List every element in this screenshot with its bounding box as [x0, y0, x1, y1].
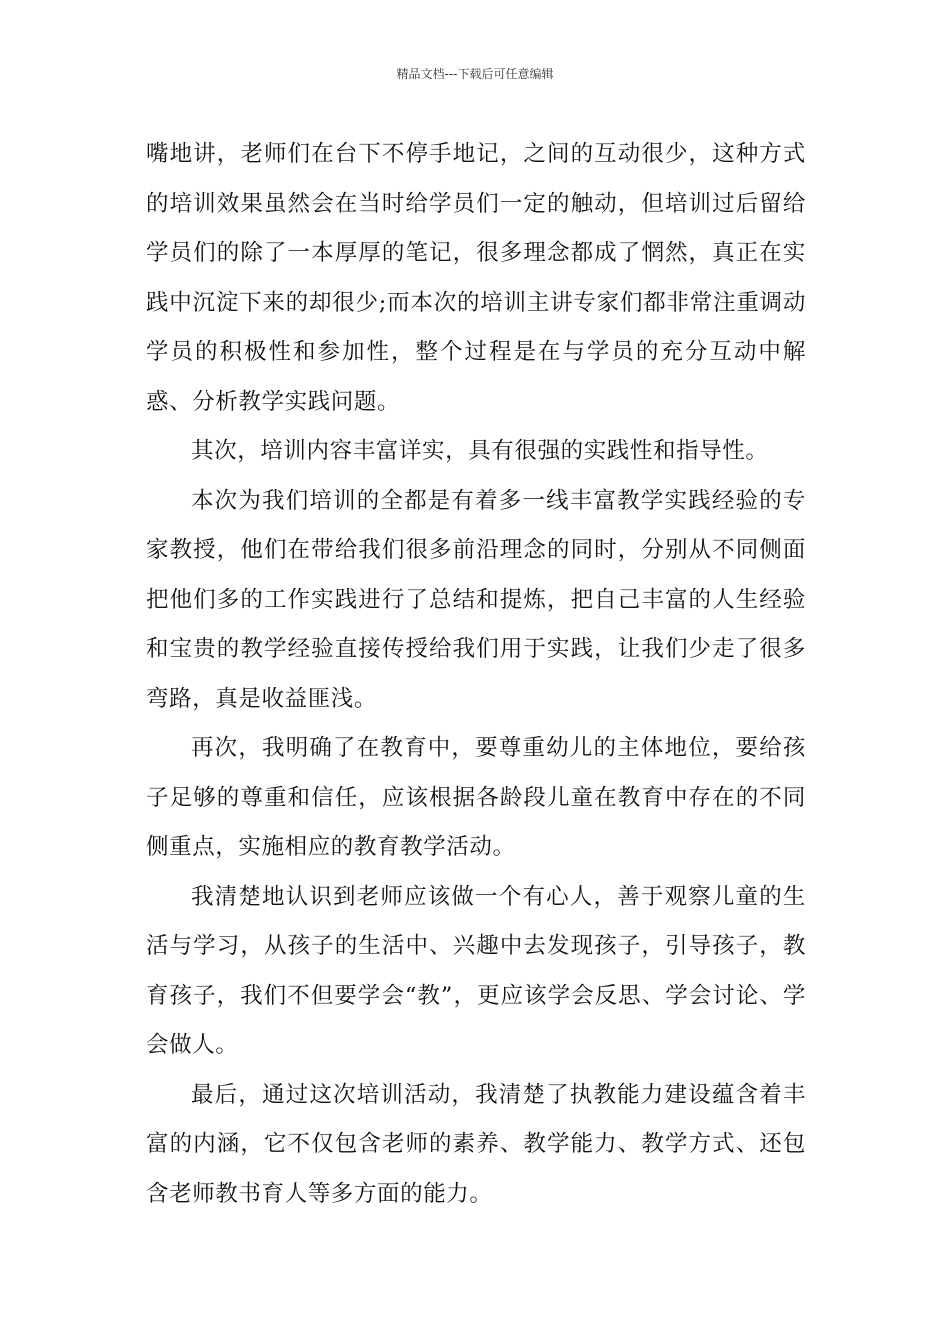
page-header: 精品文档---下载后可任意编辑	[396, 67, 554, 81]
paragraph-third-point: 再次，我明确了在教育中，要尊重幼儿的主体地位，要给孩子足够的尊重和信任，应该根据各龄段儿童在教育中存在的不同侧重点，实施相应的教育教学活动。	[146, 735, 806, 860]
paragraph-second-point: 其次，培训内容丰富详实，具有很强的实践性和指导性。	[191, 438, 769, 464]
paragraph-experts: 本次为我们培训的全都是有着多一线丰富教学实践经验的专家教授，他们在带给我们很多前沿理念的同时，分别从不同侧面把他们多的工作实践进行了总结和提炼，把自己丰富的人生经验和宝贵的教学经验直接传授给我们用于实践，让我们少走了很多弯路，真是收益匪浅。	[146, 487, 806, 712]
paragraph-conclusion: 最后，通过这次培训活动，我清楚了执教能力建设蕴含着丰富的内涵，它不仅包含老师的素养、教学能力、教学方式、还包含老师教书育人等多方面的能力。	[146, 1081, 806, 1207]
paragraph-continuation: 嘴地讲，老师们在台下不停手地记，之间的互动很少，这种方式的培训效果虽然会在当时给学员们一定的触动，但培训过后留给学员们的除了一本厚厚的笔记，很多理念都成了惘然，真正在实践中沉淀下来的却很少;而本次的培训主讲专家们都非常注重调动学员的积极性和参加性，整个过程是在与学员的充分互动中解惑、分析教学实践问题。	[146, 141, 806, 415]
paragraph-teacher-role: 我清楚地认识到老师应该做一个有心人，善于观察儿童的生活与学习，从孩子的生活中、兴趣中去发现孩子，引导孩子，教育孩子，我们不但要学会“教”，更应该学会反思、学会讨论、学会做人。	[146, 883, 806, 1058]
document-body	[146, 130, 806, 1219]
